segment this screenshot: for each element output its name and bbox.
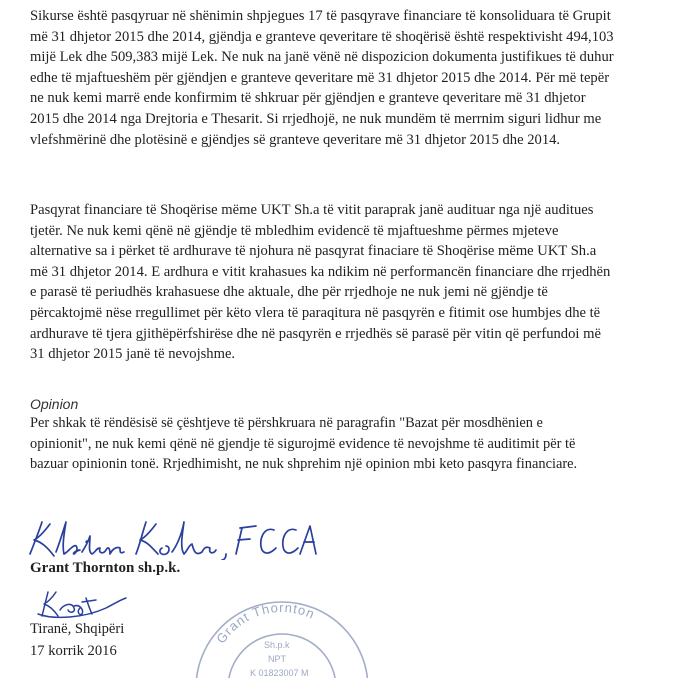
text-line: Sikurse është pasqyruar në shënimin shpjegues 17 të pasqyrave financiare të konsoliduara të Grupit xyxy=(30,8,611,24)
signing-place: Tiranë, Shqipëri xyxy=(30,621,125,637)
text-line: përcaktojmë nëse rregullimet për këto vlera të paraqitura në pasqyrën e fitimit ose humbjes dhe të xyxy=(30,304,601,321)
handwritten-initials xyxy=(34,586,134,622)
svg-text:Grant Thornton: Grant Thornton xyxy=(213,599,318,647)
paragraph-opinion xyxy=(30,413,680,475)
text-line: opinionit", ne nuk kemi qënë në gjendje të sigurojmë evidence të nevojshme të auditimit për të xyxy=(30,435,576,452)
text-line: 31 dhjetor 2015 janë të nevojshme. xyxy=(30,346,236,363)
text-line: 2015 dhe 2014 nga Drejtoria e Thesarit. Si rrjedhojë, ne nuk mundëm të merrnim siguri lidhur me xyxy=(30,110,602,127)
company-stamp xyxy=(188,586,368,678)
text-line: mijë Lek dhe 509,383 mijë Lek. Ne nuk na janë vënë në dispozicion dokumenta justifikues të duhur xyxy=(30,49,614,66)
text-line: e parasë të periudhës krahasuese dhe aktuale, dhe për rrjedhoje ne nuk jemi në gjëndje të xyxy=(30,284,548,301)
svg-text:NPT: NPT xyxy=(268,654,286,664)
text-line: Per shkak të rëndësisë së çështjeve të përshkruara në paragrafin "Bazat për mosdhënien e xyxy=(30,415,543,431)
paragraph-grants xyxy=(30,6,680,150)
signing-date: 17 korrik 2016 xyxy=(30,643,117,659)
firm-name: Grant Thornton sh.p.k. xyxy=(30,560,181,576)
text-line: ne nuk kemi marrë ende konfirmim të shkruar për gjëndjen e granteve qeveritare më 31 dhjetor xyxy=(30,90,586,107)
text-line: ardhurave të tjera gjithëpërfshirëse dhe në pasqyrën e rrjedhës së parasë për vitin që perfundoi më xyxy=(30,325,601,342)
text-line: më 31 dhjetor 2015 dhe 2014, gjëndja e granteve qeveritare të shoqërisë është respektivisht 494,103 xyxy=(30,28,614,45)
svg-text:K 01823007 M: K 01823007 M xyxy=(250,668,309,678)
text-line: vlefshmërinë dhe plotësinë e gjëndjes së granteve qeveritare më 31 dhjetor 2015 dhe 2014. xyxy=(30,131,561,148)
text-line: tjetër. Ne nuk kemi qënë në gjëndje të mbledhim evidencë të mjaftueshme përmes mjeteve xyxy=(30,222,559,239)
text-line: bazuar opinionin tonë. Rrjedhimisht, ne nuk shprehim një opinion mbi keto pasqyra financiare. xyxy=(30,456,578,473)
opinion-heading: Opinion xyxy=(30,396,79,412)
svg-text:Sh.p.k: Sh.p.k xyxy=(264,640,290,650)
text-line: më 31 dhjetor 2014. E ardhura e vitit krahasues ka ndikim në performancën financiare dhe rrjedhën xyxy=(30,263,611,280)
text-line: edhe të mjaftueshëm për gjëndjen e granteve qeveritare më 31 dhjetor 2015 dhe 2014. Për më tepër xyxy=(30,69,610,86)
text-line: alternative sa i përket të ardhurave të njohura në pasqyrat finaciare të Shoqërise mëme UKT Sh.a xyxy=(30,243,597,260)
paragraph-prior-year xyxy=(30,200,680,365)
text-line: Pasqyrat financiare të Shoqërise mëme UKT Sh.a të vitit paraprak janë audituar nga një auditues xyxy=(30,202,594,218)
handwritten-signature xyxy=(20,512,320,560)
